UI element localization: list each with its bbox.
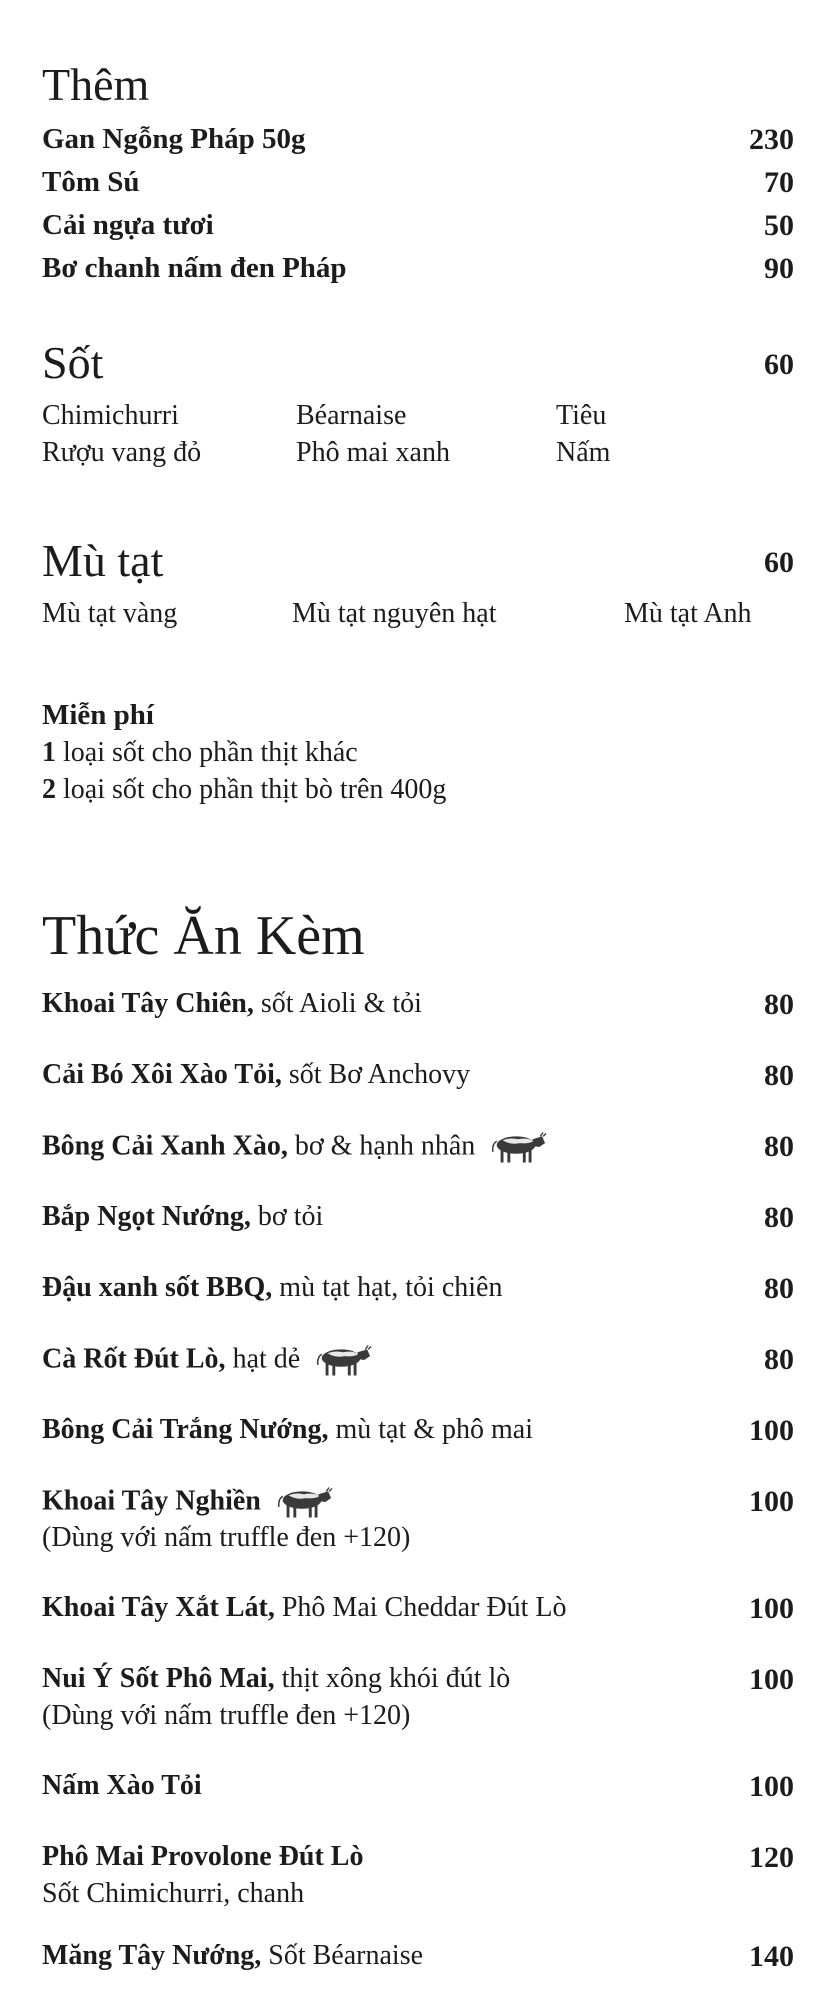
them-item-name: Cải ngựa tươi	[42, 209, 214, 241]
mutat-price: 60	[764, 546, 794, 579]
mienphi-count: 2	[42, 774, 56, 805]
side-item	[42, 1592, 567, 1624]
mutat-option: Mù tạt nguyên hạt	[292, 598, 497, 629]
mutat-option: Mù tạt vàng	[42, 598, 178, 629]
side-item-price: 80	[764, 1059, 794, 1092]
side-item-price: 100	[749, 1414, 794, 1447]
side-item	[42, 1059, 470, 1091]
side-item-price: 80	[764, 1343, 794, 1376]
mienphi-line	[42, 774, 446, 806]
them-item-name: Gan Ngỗng Pháp 50g	[42, 123, 306, 155]
mutat-option: Mù tạt Anh	[624, 598, 752, 629]
side-item	[42, 1770, 202, 1802]
sot-option: Nấm	[556, 437, 611, 468]
side-item-price: 80	[764, 988, 794, 1021]
mienphi-count: 1	[42, 737, 56, 768]
side-item-name: Cà Rốt Đút Lò,	[42, 1343, 226, 1375]
side-item-desc: bơ & hạnh nhân	[287, 1130, 476, 1162]
side-item-price: 100	[749, 1663, 794, 1696]
side-item	[42, 1343, 372, 1379]
mienphi-text: loại sốt cho phần thịt khác	[56, 737, 358, 768]
side-item	[42, 1841, 363, 1873]
side-item-desc: thịt xông khói đút lò	[274, 1663, 511, 1694]
side-item	[42, 1940, 423, 1972]
side-item-price: 80	[764, 1272, 794, 1305]
cow-icon	[489, 1130, 547, 1166]
section-title-them: Thêm	[42, 59, 150, 110]
side-item	[42, 1201, 323, 1233]
sot-price: 60	[764, 348, 794, 381]
side-item-note: (Dùng với nấm truffle đen +120)	[42, 1700, 411, 1731]
side-item	[42, 1663, 510, 1695]
side-item-name: Bông Cải Trắng Nướng,	[42, 1414, 329, 1445]
side-item-desc: mù tạt hạt, tỏi chiên	[272, 1272, 503, 1303]
mienphi-title: Miễn phí	[42, 699, 154, 731]
side-item-name: Phô Mai Provolone Đút Lò	[42, 1841, 364, 1872]
side-item-desc: mù tạt & phô mai	[328, 1414, 533, 1445]
side-item-name: Măng Tây Nướng,	[42, 1940, 262, 1971]
side-item-note: (Dùng với nấm truffle đen +120)	[42, 1522, 411, 1553]
section-title-sides: Thức Ăn Kèm	[42, 905, 365, 967]
side-item-name: Khoai Tây Xắt Lát,	[42, 1592, 275, 1623]
side-item-name: Bắp Ngọt Nướng,	[42, 1201, 251, 1232]
side-item-name: Bông Cải Xanh Xào,	[42, 1130, 288, 1162]
side-item-name: Cải Bó Xôi Xào Tỏi,	[42, 1059, 282, 1090]
them-item-price: 70	[764, 166, 794, 199]
sot-option: Tiêu	[556, 400, 607, 431]
side-item-name: Đậu xanh sốt BBQ,	[42, 1272, 273, 1303]
mienphi-text: loại sốt cho phần thịt bò trên 400g	[56, 774, 447, 805]
cow-icon	[314, 1343, 372, 1379]
them-item-name: Tôm Sú	[42, 166, 140, 198]
side-item-name: Khoai Tây Chiên,	[42, 988, 254, 1019]
them-item-price: 90	[764, 252, 794, 285]
side-item-desc: sốt Aioli & tỏi	[253, 988, 422, 1019]
side-item-desc: bơ tỏi	[250, 1201, 324, 1232]
side-item-price: 100	[749, 1592, 794, 1625]
side-item-desc: Phô Mai Cheddar Đút Lò	[274, 1592, 567, 1623]
them-item-price: 50	[764, 209, 794, 242]
section-title-sot: Sốt	[42, 337, 104, 388]
side-item-price: 120	[749, 1841, 794, 1874]
side-item-desc: Sốt Béarnaise	[261, 1940, 424, 1971]
side-item-price: 100	[749, 1770, 794, 1803]
section-title-mutat: Mù tạt	[42, 535, 164, 586]
them-item-price: 230	[749, 123, 794, 156]
side-item-desc: sốt Bơ Anchovy	[281, 1059, 471, 1090]
side-item	[42, 1272, 502, 1304]
sot-option: Phô mai xanh	[296, 437, 450, 468]
side-item-price: 80	[764, 1130, 794, 1163]
side-item-name: Khoai Tây Nghiền	[42, 1485, 261, 1517]
side-item	[42, 1414, 533, 1446]
cow-icon	[275, 1485, 333, 1521]
side-item	[42, 988, 422, 1020]
side-item-price: 100	[749, 1485, 794, 1518]
side-item	[42, 1130, 547, 1166]
side-item-name: Nấm Xào Tỏi	[42, 1770, 202, 1801]
side-item-note: Sốt Chimichurri, chanh	[42, 1878, 305, 1909]
sot-option: Rượu vang đỏ	[42, 437, 202, 468]
side-item-price: 80	[764, 1201, 794, 1234]
side-item-price: 140	[749, 1940, 794, 1973]
side-item	[42, 1485, 333, 1521]
mienphi-line	[42, 737, 358, 769]
sot-option: Béarnaise	[296, 400, 407, 431]
side-item-name: Nui Ý Sốt Phô Mai,	[42, 1663, 275, 1694]
them-item-name: Bơ chanh nấm đen Pháp	[42, 252, 347, 284]
sot-option: Chimichurri	[42, 400, 179, 431]
side-item-desc: hạt dẻ	[225, 1343, 301, 1375]
